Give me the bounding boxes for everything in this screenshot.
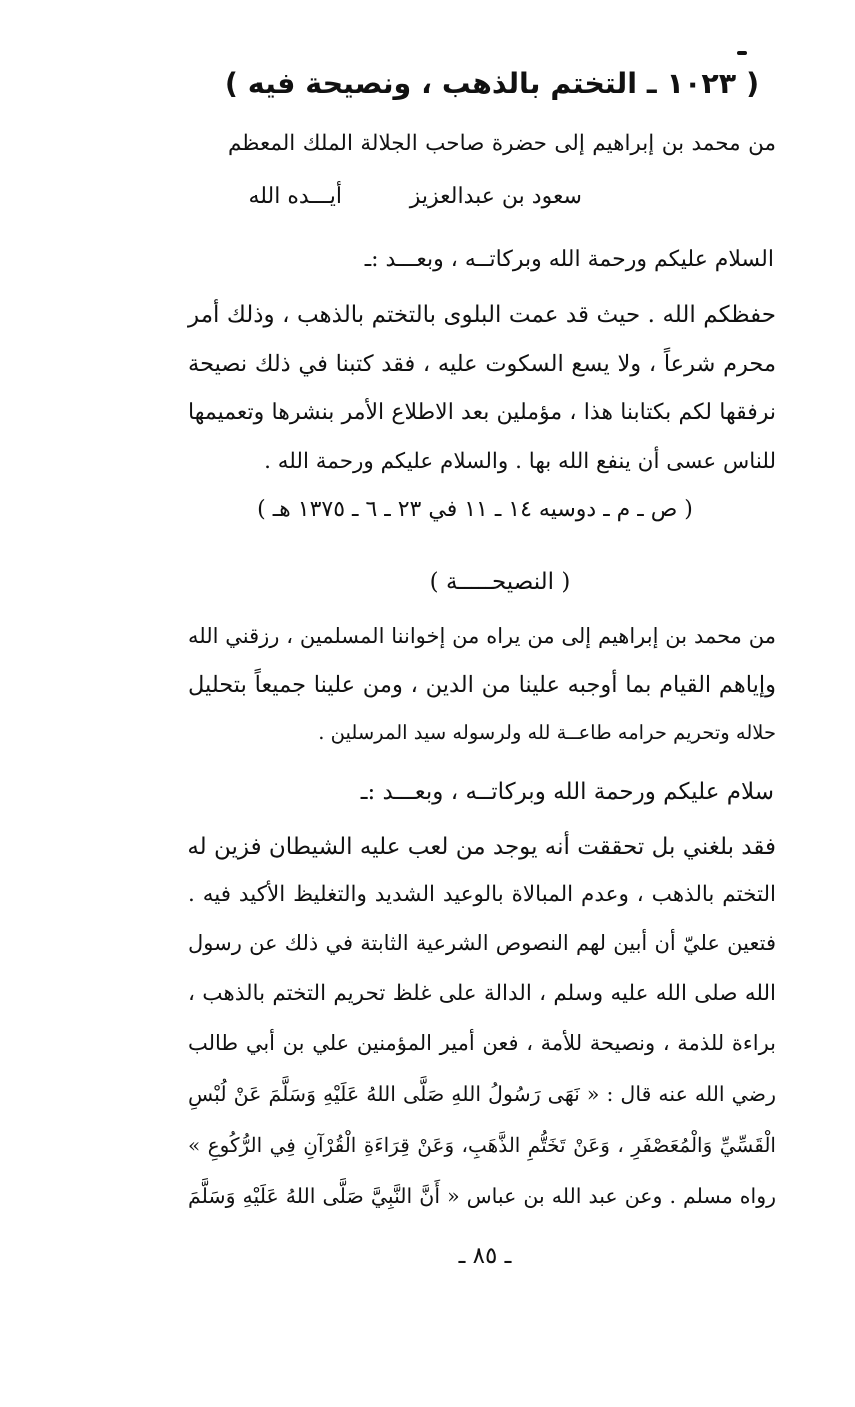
letter-body-line: حفظكم الله . حيث قد عمت البلوى بالتختم بالذهب ، وذلك أمر <box>188 302 776 328</box>
advice-body-line: التختم بالذهب ، وعدم المبالاة بالوعيد الشديد والتغليظ الأكيد فيه . <box>188 882 776 907</box>
addressee-blessing: أيـــده الله <box>248 184 342 209</box>
advice-body-line: فقد بلغني بل تحققت أنه يوجد من لعب عليه الشيطان فزين له <box>187 834 776 860</box>
advice-greeting: سلام عليكم ورحمة الله وبركاتــه ، وبعـــد :ـ <box>360 779 774 805</box>
letter-reference: ( ص ـ م ـ دوسيه ١٤ ـ ١١ في ٢٣ ـ ٦ ـ ١٣٧٥ هـ ) <box>257 497 693 522</box>
advice-intro-line: من محمد بن إبراهيم إلى من يراه من إخواننا المسلمين ، رزقني الله <box>188 624 776 648</box>
advice-body-line: براءة للذمة ، ونصيحة للأمة ، فعن أمير المؤمنين علي بن أبي طالب <box>188 1031 776 1055</box>
advice-intro-line: حلاله وتحريم حرامه طاعــة لله ولرسوله سيد المرسلين . <box>318 721 776 744</box>
page-number: ـ ٨٥ ـ <box>458 1243 512 1269</box>
advice-heading: ( النصيحـــــة ) <box>429 569 571 595</box>
advice-body-line: رواه مسلم . وعن عبد الله بن عباس « أَنَّ النَّبِيَّ صَلَّى اللهُ عَلَيْهِ وَسَلَّمَ <box>188 1184 776 1208</box>
letter-from-line: من محمد بن إبراهيم إلى حضرة صاحب الجلالة الملك المعظم <box>228 131 776 156</box>
advice-body-line: فتعين عليّ أن أبين لهم النصوص الشرعية الثابتة في ذلك عن رسول <box>188 931 776 955</box>
advice-intro-line: وإياهم القيام بما أوجبه علينا من الدين ، ومن علينا جميعاً بتحليل <box>188 672 776 698</box>
letter-greeting: السلام عليكم ورحمة الله وبركاتــه ، وبعـــد :ـ <box>364 247 774 272</box>
document-title: ( ١٠٢٣ ـ التختم بالذهب ، ونصيحة فيه ) <box>224 67 760 100</box>
advice-body-line: رضي الله عنه قال : « نَهَى رَسُولُ اللهِ صَلَّى اللهُ عَلَيْهِ وَسَلَّمَ عَنْ لُبْسِ <box>188 1082 776 1106</box>
addressee-name: سعود بن عبدالعزيز <box>409 184 582 209</box>
letter-body-line: نرفقها لكم بكتابنا هذا ، مؤملين بعد الاطلاع الأمر بنشرها وتعميمها <box>188 400 776 425</box>
top-ink-mark <box>737 51 747 55</box>
advice-body-line: الْقَسِّيِّ وَالْمُعَصْفَرِ ، وَعَنْ تَخَتُّمِ الذَّهَبِ، وَعَنْ قِرَاءَةِ الْقُرْآنِ فِي الرُّكُوعِ » <box>188 1133 776 1157</box>
letter-body-line: للناس عسى أن ينفع الله بها . والسلام عليكم ورحمة الله . <box>264 449 776 474</box>
letter-body-line: محرم شرعاً ، ولا يسع السكوت عليه ، فقد كتبنا في ذلك نصيحة <box>188 351 776 377</box>
advice-body-line: الله صلى الله عليه وسلم ، الدالة على غلظ تحريم التختم بالذهب ، <box>188 981 776 1006</box>
